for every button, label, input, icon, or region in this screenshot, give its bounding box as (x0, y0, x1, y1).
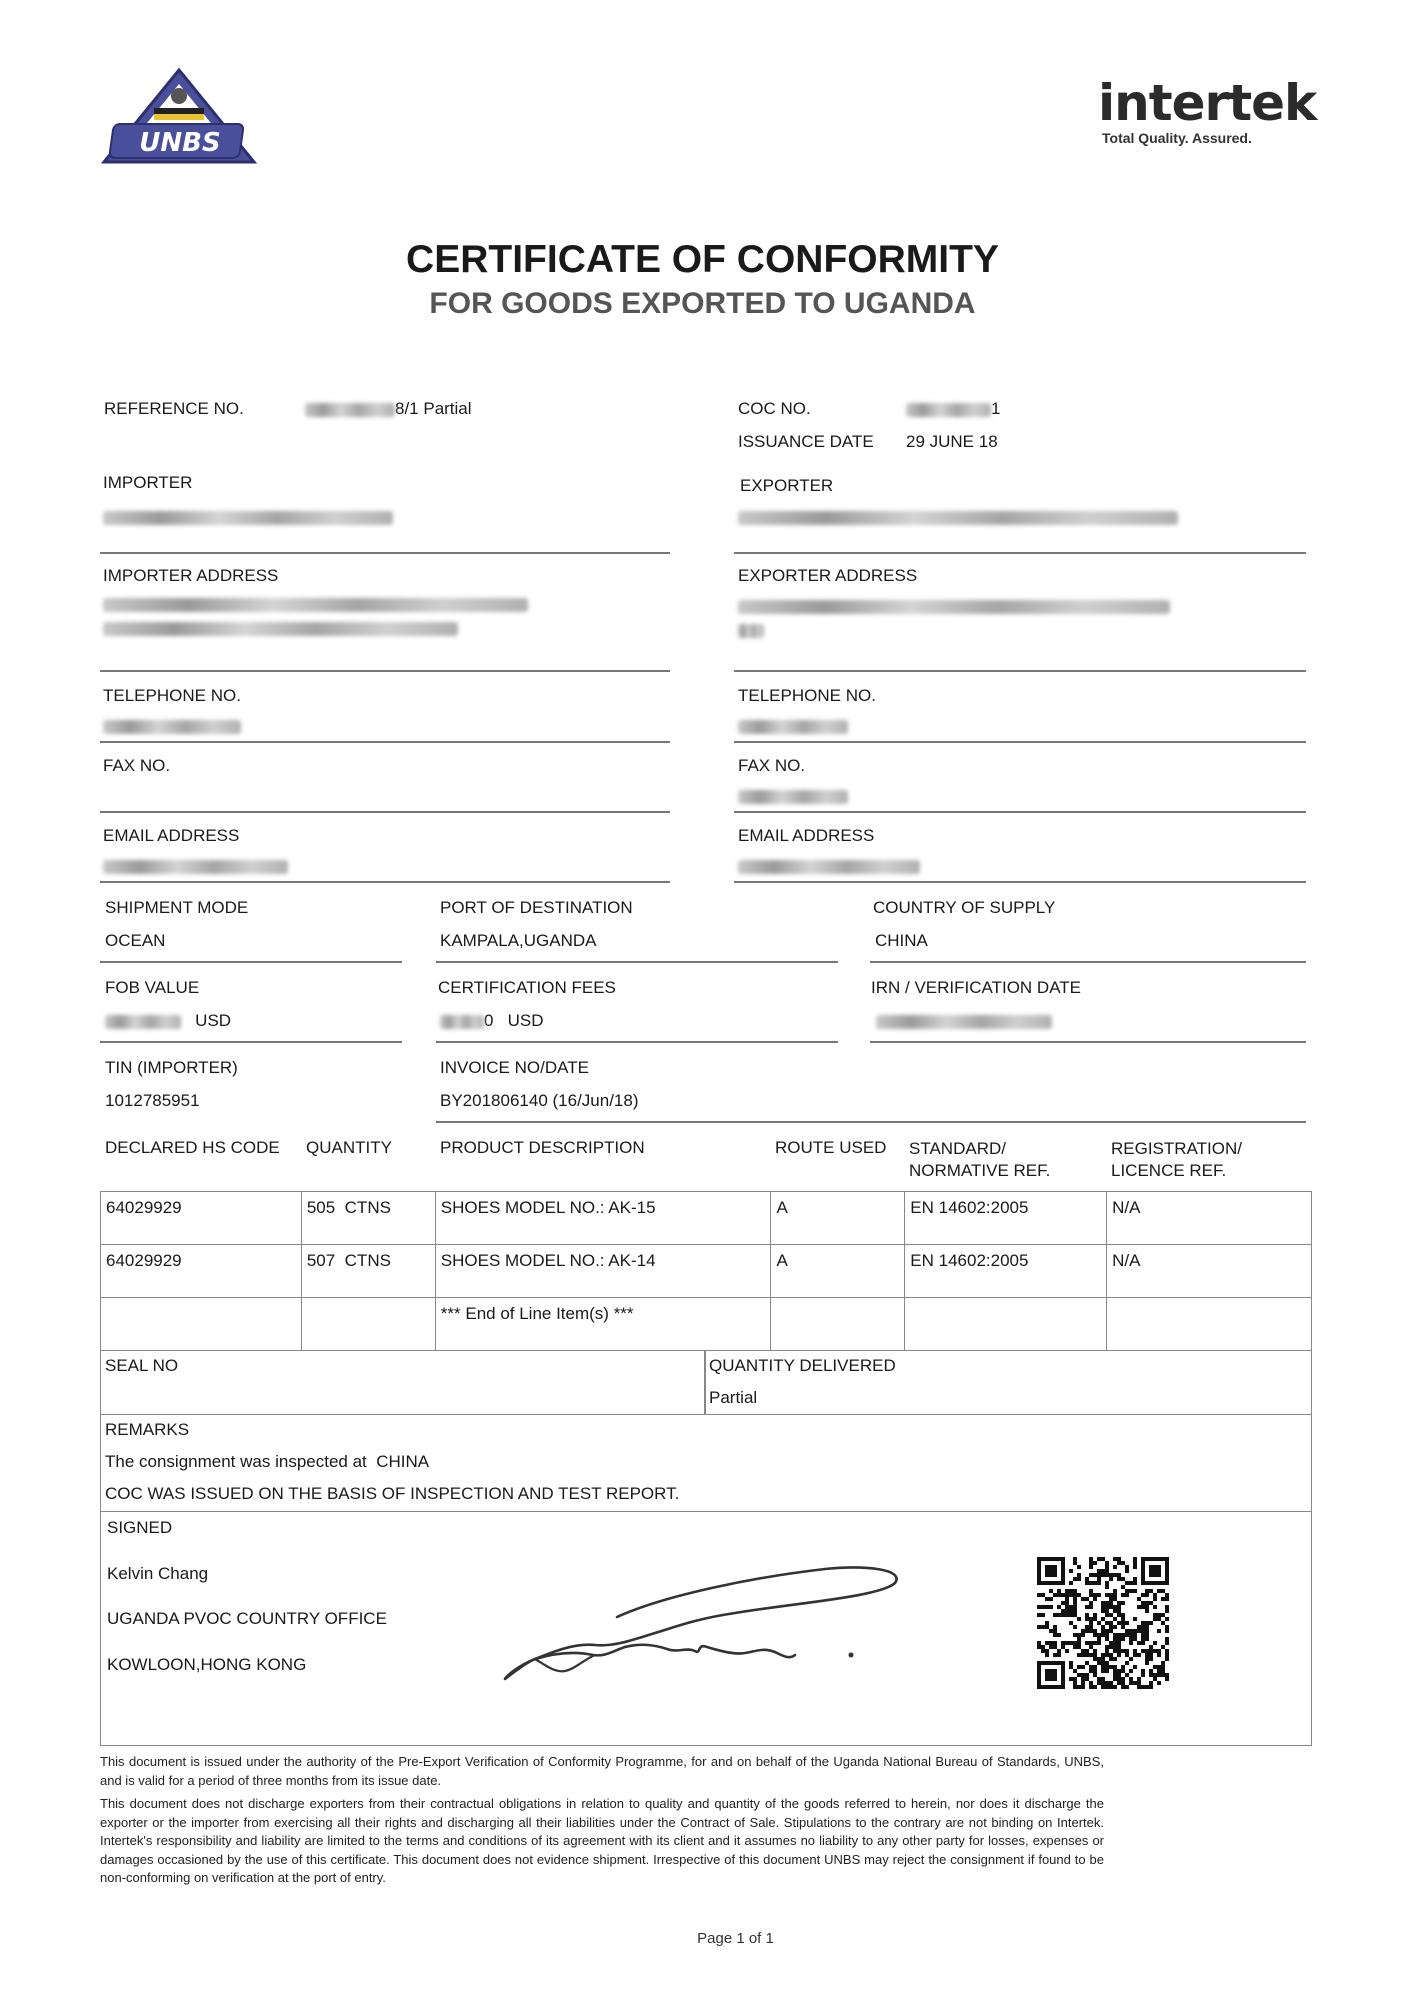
cell-hs-code: 64029929 (101, 1192, 302, 1245)
document-title: CERTIFICATE OF CONFORMITY (406, 238, 999, 281)
seal-label: SEAL NO (105, 1356, 179, 1375)
divider (734, 670, 1306, 672)
shipment-mode-label: SHIPMENT MODE (105, 898, 249, 917)
divider (100, 552, 670, 554)
seal-box (100, 1350, 1312, 1415)
divider (734, 811, 1306, 813)
cell-route: A (771, 1245, 905, 1298)
exporter-email-redacted (738, 858, 920, 876)
divider (870, 961, 1306, 963)
col-header-quantity: QUANTITY (306, 1138, 392, 1157)
invoice-value: BY201806140 (16/Jun/18) (440, 1091, 639, 1110)
redacted-block (105, 1015, 181, 1029)
importer-fax-label: FAX NO. (103, 756, 171, 775)
divider (100, 1041, 402, 1043)
divider (734, 552, 1306, 554)
irn-value-redacted (876, 1013, 1052, 1031)
importer-telephone-label: TELEPHONE NO. (103, 686, 241, 705)
cell-route (771, 1298, 905, 1351)
exporter-name-redacted (738, 509, 1178, 527)
irn-label: IRN / VERIFICATION DATE (871, 978, 1081, 997)
table-row (101, 1192, 1312, 1245)
divider (734, 741, 1306, 743)
divider (436, 961, 838, 963)
document-subtitle: FOR GOODS EXPORTED TO UGANDA (429, 287, 976, 320)
unbs-logo (100, 66, 258, 166)
intertek-wordmark: intertek (1098, 74, 1317, 132)
port-label: PORT OF DESTINATION (440, 898, 633, 917)
page-number: Page 1 of 1 (697, 1930, 774, 1947)
cell-registration: N/A (1107, 1192, 1312, 1245)
table-row (101, 1245, 1312, 1298)
exporter-label: EXPORTER (740, 476, 834, 495)
divider (870, 1041, 1306, 1043)
issuance-label: ISSUANCE DATE (738, 432, 874, 451)
importer-name-redacted (103, 509, 393, 527)
table-row (101, 1298, 1312, 1351)
exporter-email-label: EMAIL ADDRESS (738, 826, 875, 845)
cell-route: A (771, 1192, 905, 1245)
cell-description: SHOES MODEL NO.: AK-15 (435, 1192, 771, 1245)
cell-quantity (301, 1298, 435, 1351)
importer-telephone-redacted (103, 718, 241, 736)
reference-value: 8/1 Partial (305, 399, 472, 419)
signature-image (495, 1555, 915, 1695)
cell-quantity: 507 CTNS (301, 1245, 435, 1298)
exporter-address-redacted (738, 622, 764, 640)
divider (100, 881, 670, 883)
reference-label: REFERENCE NO. (104, 399, 244, 418)
country-label: COUNTRY OF SUPPLY (873, 898, 1056, 917)
signer-office: UGANDA PVOC COUNTRY OFFICE (107, 1609, 387, 1628)
exporter-address-label: EXPORTER ADDRESS (738, 566, 918, 585)
importer-address-redacted (103, 596, 528, 614)
col-header-standard: STANDARD/ NORMATIVE REF. (909, 1139, 1051, 1180)
col-header-description: PRODUCT DESCRIPTION (440, 1138, 645, 1157)
shipment-mode-value: OCEAN (105, 931, 166, 950)
fob-label: FOB VALUE (105, 978, 200, 997)
tin-label: TIN (IMPORTER) (105, 1058, 238, 1077)
fees-value: 0 USD (440, 1011, 544, 1031)
signed-label: SIGNED (107, 1518, 173, 1537)
divider (100, 670, 670, 672)
intertek-logo (1098, 76, 1318, 146)
divider (100, 961, 402, 963)
redacted-block (440, 1015, 484, 1029)
cell-quantity: 505 CTNS (301, 1192, 435, 1245)
cell-end-of-items: *** End of Line Item(s) *** (435, 1298, 771, 1351)
seal-divider (704, 1350, 706, 1415)
divider (734, 881, 1306, 883)
exporter-fax-redacted (738, 788, 848, 806)
cell-hs-code (101, 1298, 302, 1351)
divider (436, 1041, 838, 1043)
importer-email-redacted (103, 858, 288, 876)
col-header-route: ROUTE USED (775, 1138, 887, 1157)
fob-value: USD (105, 1011, 231, 1031)
qr-code (1037, 1557, 1169, 1689)
issuance-value: 29 JUNE 18 (906, 432, 998, 451)
cell-registration: N/A (1107, 1245, 1312, 1298)
items-table (100, 1191, 1312, 1351)
qty-delivered-label: QUANTITY DELIVERED (709, 1356, 896, 1375)
cell-standard (905, 1298, 1107, 1351)
cell-description: SHOES MODEL NO.: AK-14 (435, 1245, 771, 1298)
col-header-registration: REGISTRATION/ LICENCE REF. (1111, 1139, 1242, 1180)
divider (436, 1121, 1306, 1123)
coc-label: COC NO. (738, 399, 811, 418)
invoice-label: INVOICE NO/DATE (440, 1058, 589, 1077)
cell-registration (1107, 1298, 1312, 1351)
exporter-fax-label: FAX NO. (738, 756, 806, 775)
fees-label: CERTIFICATION FEES (438, 978, 616, 997)
importer-email-label: EMAIL ADDRESS (103, 826, 240, 845)
divider (100, 811, 670, 813)
qty-delivered-value: Partial (709, 1388, 758, 1407)
importer-address-redacted (103, 620, 458, 638)
exporter-address-redacted (738, 598, 1170, 616)
redacted-block (305, 403, 395, 417)
intertek-tagline: Total Quality. Assured. (1102, 130, 1252, 146)
signer-name: Kelvin Chang (107, 1564, 209, 1583)
divider (100, 741, 670, 743)
redacted-block (906, 403, 991, 417)
footer-paragraph-1: This document is issued under the authority of the Pre-Export Verification of Conformity Programme, for and on behalf of the Uganda National Bureau of Standards, UNBS, and is valid for a period of three months from its issue date. (100, 1754, 1104, 1788)
exporter-telephone-label: TELEPHONE NO. (738, 686, 876, 705)
signer-location: KOWLOON,HONG KONG (107, 1655, 307, 1674)
svg-text:UNBS: UNBS (139, 128, 221, 158)
remarks-line-1: The consignment was inspected at CHINA (105, 1452, 430, 1471)
exporter-telephone-redacted (738, 718, 848, 736)
cell-hs-code: 64029929 (101, 1245, 302, 1298)
footer-paragraph-2: This document does not discharge exporters from their contractual obligations in relation to quality and quantity of the goods referred to herein, nor does it discharge the exporter or the importer from exercising all their rights and discharging all their liabilities under the Contract of Sale. Stipulations to the contrary are not binding on Intertek. Intertek's responsibility and liability are limited to the terms and conditions of its agreement with its client and it assumes no liability to any other party for losses, expenses or damages occasioned by the use of this certificate. This document does not evidence shipment. Irrespective of this document UNBS may reject the consignment if found to be non-conforming on verification at the port of entry. (100, 1796, 1104, 1885)
coc-value: 1 (906, 399, 1000, 419)
remarks-label: REMARKS (105, 1420, 190, 1439)
country-value: CHINA (875, 931, 928, 950)
tin-value: 1012785951 (105, 1091, 200, 1110)
cell-standard: EN 14602:2005 (905, 1245, 1107, 1298)
remarks-line-2: COC WAS ISSUED ON THE BASIS OF INSPECTION AND TEST REPORT. (105, 1484, 680, 1503)
importer-address-label: IMPORTER ADDRESS (103, 566, 279, 585)
port-value: KAMPALA,UGANDA (440, 931, 597, 950)
importer-label: IMPORTER (103, 473, 193, 492)
col-header-hs-code: DECLARED HS CODE (105, 1138, 280, 1157)
cell-standard: EN 14602:2005 (905, 1192, 1107, 1245)
